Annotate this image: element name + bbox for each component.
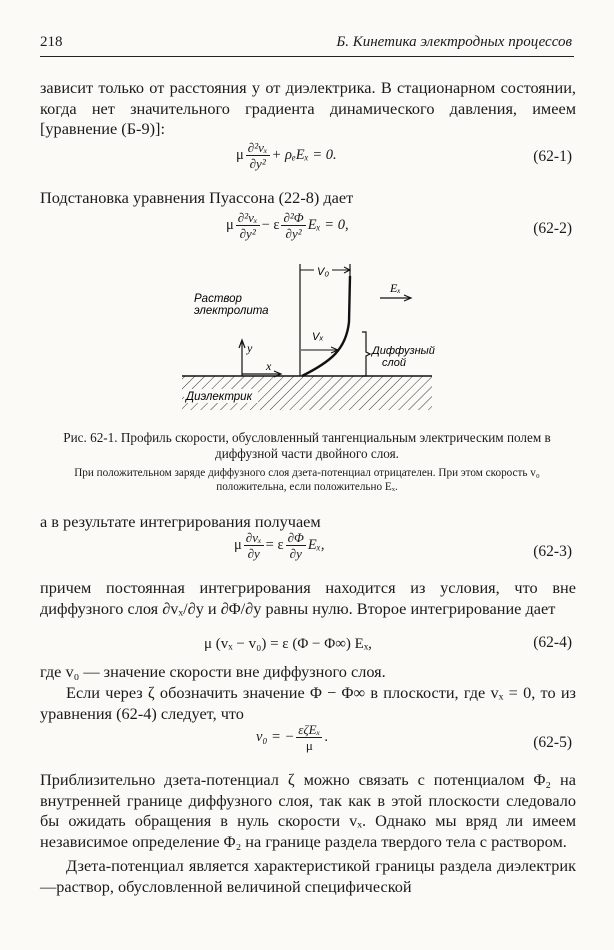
paragraph-4: причем постоянная интегрирования находится из условия, что вне диффузного слоя ∂vₓ/∂y и ∂Φ/∂y равны нулю. Второе интегрирование дает	[40, 578, 576, 618]
equation-62-3: μ $\frac{\text{∂vₓ}}{\partial y}$ = ε $\frac{\partial\Phi}{\partial y}$ Eₓ,	[234, 530, 325, 561]
label-v0: V₀	[317, 266, 329, 278]
diffuse-layer-brace	[362, 332, 370, 376]
label-solution: Раствор	[194, 293, 242, 305]
paragraph-3: а в результате интегрирования получаем	[40, 512, 321, 531]
velocity-profile-curve	[302, 276, 350, 376]
label-diffuse: Диффузный	[372, 345, 435, 357]
paragraph-2: Подстановка уравнения Пуассона (22-8) дает	[40, 188, 354, 207]
equation-62-4: μ (vₓ − v₀) = ε (Φ − Φ∞) Eₓ,	[204, 636, 372, 652]
paragraph-8: Дзета-потенциал является характеристикой границы раздела диэлектрик—раствор, обусловленной величиной специфической	[40, 856, 576, 896]
figure-note: При положительном заряде диффузного слоя дзета-потенциал отрицателен. При этом скорость v₀ положительна, если положительно Eₓ.	[74, 467, 540, 493]
running-header	[40, 34, 574, 57]
paragraph-6: Если через ζ обозначить значение Φ − Φ∞ в плоскости, где vₓ = 0, то из уравнения (62-4) следует, что	[40, 683, 576, 723]
label-ex: Eₓ	[390, 281, 401, 295]
label-vx: Vₓ	[312, 331, 324, 343]
equation-62-2: μ $\frac{\text{∂²vₓ}}{\text{∂y²}}$ − ε $\frac{\text{∂²Φ}}{\text{∂y²}}$ Eₓ = 0,	[226, 210, 349, 241]
equation-number-62-5: (62-5)	[533, 734, 572, 751]
paragraph-1: зависит только от расстояния y от диэлектрика. В стационарном состоянии, когда нет значительного градиента динамического давления, имеем [уравнение (Б-9)]:	[40, 78, 576, 138]
equation-62-5: v₀ = − $\frac{\text{εζEₓ}}{\mu}$ .	[256, 722, 328, 753]
label-layer: слой	[382, 357, 406, 369]
paragraph-5: где v₀ — значение скорости вне диффузного слоя.	[40, 662, 386, 681]
equation-number-62-1: (62-1)	[533, 148, 572, 165]
figure-caption: Рис. 62-1. Профиль скорости, обусловленный тангенциальным электрическим полем в диффузной части двойного слоя.	[63, 430, 551, 461]
equation-number-62-3: (62-3)	[533, 543, 572, 560]
equation-number-62-2: (62-2)	[533, 220, 572, 237]
page-number: 218	[40, 34, 63, 50]
paragraph-7: Приблизительно дзета-потенциал ζ можно связать с потенциалом Φ₂ на внутренней границе диффузного слоя, так как в этой плоскости следовало бы ожидать обращения в нуль скорости vₓ. Однако мы вряд ли имеем независимое определение Φ₂ на границе раздела твердого тела с раствором.	[40, 770, 576, 851]
equation-number-62-4: (62-4)	[533, 634, 572, 651]
equation-62-1: μ $\frac{\text{∂²vₓ}}{\text{∂y²}}$ + ρₑEₓ = 0.	[236, 140, 337, 171]
label-y: y	[247, 341, 253, 355]
running-title: Б. Кинетика электродных процессов	[336, 34, 572, 50]
velocity-profile-figure	[180, 262, 440, 422]
label-x: x	[266, 359, 272, 373]
label-electrolyte: электролита	[194, 305, 269, 317]
label-dielectric: Диэлектрик	[186, 391, 253, 403]
